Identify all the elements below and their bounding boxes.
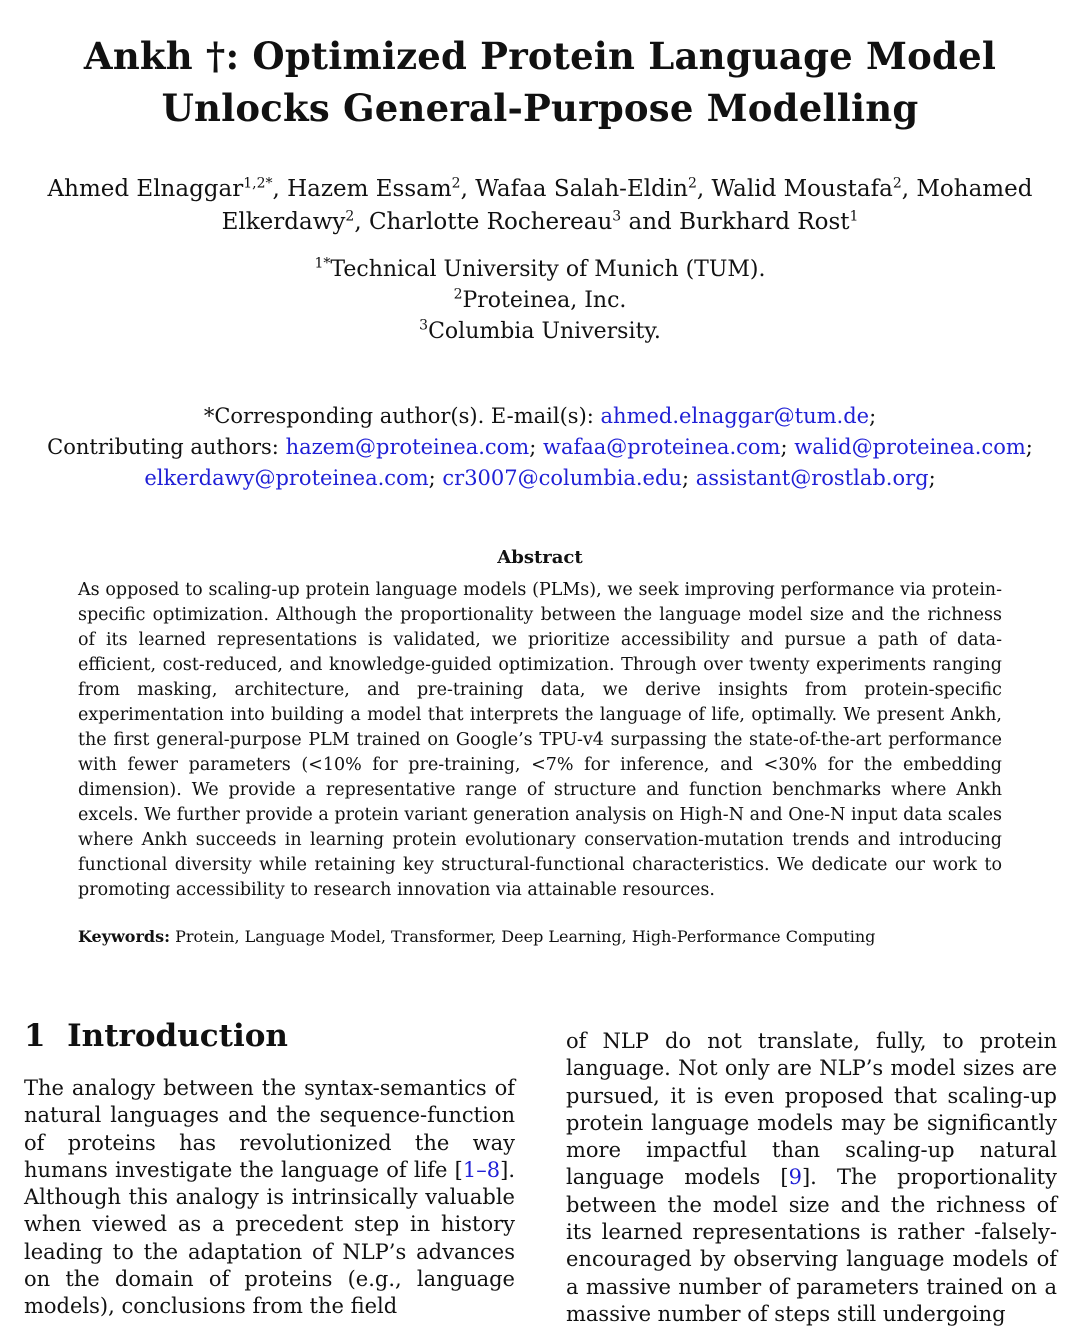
corresponding-email-link[interactable]: ahmed.elnaggar@tum.de [600, 404, 870, 428]
affiliation-mark: 3 [419, 317, 429, 334]
contributor-email-link[interactable]: assistant@rostlab.org [695, 466, 929, 490]
contributor-email-link[interactable]: cr3007@columbia.edu [442, 466, 682, 490]
contributor-email-link[interactable]: walid@proteinea.com [794, 435, 1026, 459]
intro-left-column: The analogy between the syntax-semantics of natural languages and the sequence-function of proteins has revolutionized the way humans investigate the language of life [1–8]. Although this analogy is intrinsically valuable when viewed as a precedent step in history leading to the adaptation of NLP’s advances on the domain of proteins (e.g., language models), conclusions from the field [24, 1076, 515, 1319]
author-name: Burkhard Rost [679, 209, 850, 235]
intro-right-text-1: of NLP do not translate, fully, to protein language. Not only are NLP’s model sizes are pursued, it is even proposed that scaling-up protein language models may be significantly more impactful than scaling-up natural language models [566, 1029, 1057, 1190]
author-name: Walid Moustafa [711, 176, 893, 202]
author-name: Mohamed Elkerdawy [221, 176, 1033, 235]
author-separator: , [460, 176, 476, 202]
section-heading [24, 1018, 288, 1054]
corresponding-line: *Corresponding author(s). E-mail(s): ahmed.elnaggar@tum.de; [203, 404, 877, 428]
intro-left-text-2: . Although this analogy is intrinsically valuable when viewed as a precedent step in history leading to the adaptation of NLP’s advances on the domain of proteins (e.g., language models), conclusions from the field [24, 1157, 515, 1319]
section-number: 1 [24, 1018, 46, 1054]
affiliation-name: Columbia University. [428, 319, 661, 344]
author-affiliation-mark: 2 [687, 175, 697, 192]
author-separator: and [621, 209, 680, 235]
contact-block [20, 401, 1060, 494]
paper-title [0, 30, 1080, 134]
intro-right-text-2: . The proportionality between the model size and the richness of its learned representations is rather -falsely- encouraged by observing language models of a massive number of parameters trained on a massive number of steps still undergoing [566, 1165, 1057, 1326]
section-title: Introduction [67, 1018, 288, 1054]
affiliation-line [0, 285, 1080, 316]
author-list [40, 173, 1040, 239]
author-affiliation-mark: 1 [849, 208, 859, 225]
abstract-heading: Abstract [497, 547, 583, 568]
intro-right-column: of NLP do not translate, fully, to protein language. Not only are NLP’s model sizes are pursued, it is even proposed that scaling-up protein language models may be significantly more impactful than scaling-up natural language models [9]. The proportionality between the model size and the richness of its learned representations is rather -falsely- encouraged by observing language models of a massive number of parameters trained on a massive number of steps still undergoing [566, 1029, 1057, 1326]
citation-link[interactable]: 1–8 [462, 1157, 501, 1182]
citation-link[interactable]: 9 [788, 1165, 802, 1190]
author-name: Ahmed Elnaggar [47, 176, 244, 202]
affiliation-name: Technical University of Munich (TUM). [330, 257, 766, 282]
affiliation-line [0, 316, 1080, 347]
author-affiliation-mark: 3 [612, 208, 622, 225]
affiliation-list [0, 254, 1080, 347]
corresponding-label: *Corresponding author(s). E-mail(s): [203, 404, 594, 428]
author-name: Hazem Essam [287, 176, 452, 202]
author-separator: , [272, 176, 288, 202]
author-separator: , [696, 176, 712, 202]
intro-left-text-1: The analogy between the syntax-semantics of natural languages and the sequence-function of proteins has revolutionized the way humans investigate the language of life [24, 1076, 515, 1182]
affiliation-mark: 2 [453, 286, 463, 303]
keywords-line [78, 925, 1002, 949]
author-affiliation-mark: 2 [451, 175, 461, 192]
keywords-text: Protein, Language Model, Transformer, Deep Learning, High-Performance Computing [175, 927, 876, 946]
contributing-label: Contributing authors: [47, 435, 279, 459]
author-affiliation-mark: 2 [345, 208, 355, 225]
author-affiliation-mark: 2 [892, 175, 902, 192]
affiliation-mark: 1* [314, 255, 331, 272]
contributing-authors: Contributing authors: hazem@proteinea.com; wafaa@proteinea.com; walid@proteinea.com; elkerdawy@proteinea.com; cr3007@columbia.edu; assistant@rostlab.org; [47, 435, 1033, 490]
author-name: Wafaa Salah-Eldin [475, 176, 688, 202]
title-line-2: Unlocks General-Purpose Modelling [161, 86, 919, 130]
author-separator: , [354, 209, 369, 235]
contributor-email-link[interactable]: wafaa@proteinea.com [542, 435, 781, 459]
contributor-email-link[interactable]: elkerdawy@proteinea.com [144, 466, 429, 490]
author-separator: , [901, 176, 917, 202]
contributor-email-link[interactable]: hazem@proteinea.com [285, 435, 530, 459]
abstract-text: As opposed to scaling-up protein language models (PLMs), we seek improving performance via protein-specific optimization. Although the proportionality between the language model size and the richness of its learned representations is validated, we prioritize accessibility and pursue a path of data-efficient, cost-reduced, and knowledge-guided optimization. Through over twenty experiments ranging from masking, architecture, and pre-training data, we derive insights from protein-specific experimentation into building a model that interprets the language of life, optimally. We present Ankh, the first general-purpose PLM trained on Google’s TPU-v4 surpassing the state-of-the-art performance with fewer parameters (<10% for pre-training, <7% for inference, and <30% for the embedding dimension). We provide a representative range of structure and function benchmarks where Ankh excels. We further provide a protein variant generation analysis on High-N and One-N input data scales where Ankh succeeds in learning protein evolutionary conservation-mutation trends and introducing functional diversity while retaining key structural-functional characteristics. We dedicate our work to promoting accessibility to research innovation via attainable resources. [78, 580, 1002, 900]
affiliation-name: Proteinea, Inc. [462, 288, 627, 313]
title-line-1: Ankh †: Optimized Protein Language Model [83, 34, 997, 78]
author-affiliation-mark: 1,2* [243, 175, 273, 192]
affiliation-line [0, 254, 1080, 285]
keywords-label: Keywords: [78, 927, 171, 946]
author-name: Charlotte Rochereau [368, 209, 613, 235]
